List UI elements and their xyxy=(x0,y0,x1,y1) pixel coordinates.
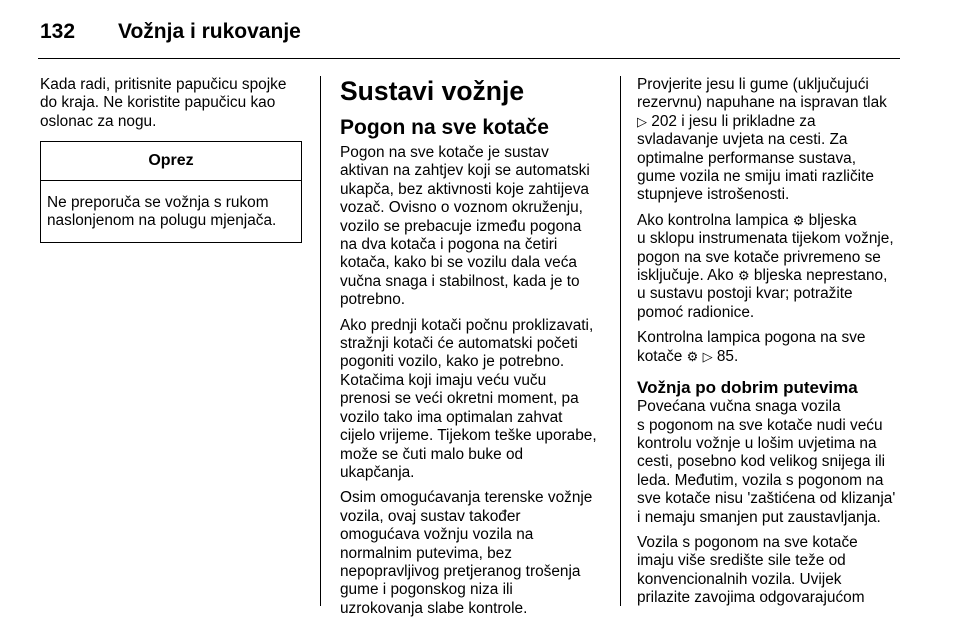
text-line: sve kotače nisu 'zaštićena od klizanja' xyxy=(637,490,896,508)
text-line xyxy=(637,212,903,230)
text-line: stupnjeve istrošenosti. xyxy=(637,186,790,204)
text-line: prilazite zavojima odgovarajućom xyxy=(637,589,865,607)
text-line: oslonac za nogu. xyxy=(40,112,157,130)
intro-paragraph xyxy=(40,76,302,131)
text-line: rezervnu) napuhane na ispravan tlak xyxy=(637,94,887,112)
text-line: može se čuti malo buke od xyxy=(340,445,524,463)
column-divider-left xyxy=(320,76,321,606)
text-line: stražnji kotači će automatski početi xyxy=(340,335,578,353)
subheading: Vožnja po dobrim putevima xyxy=(637,378,858,398)
text-line: vučna snaga i stabilnost, kada je to xyxy=(340,272,580,290)
page-header xyxy=(0,0,960,60)
right-column xyxy=(637,76,903,615)
text-line xyxy=(637,267,903,285)
text-line: Osim omogućavanja terenske vožnje xyxy=(340,489,593,507)
text-line: kotača, kako bi se vozilu dala veća xyxy=(340,254,577,272)
text-line: pogoniti vozilo, kako je potrebno. xyxy=(340,353,565,371)
paragraph-lamp-reference xyxy=(637,329,903,366)
paragraph-tyres xyxy=(637,76,903,205)
text-line: optimalne performanse sustava, xyxy=(637,149,857,167)
text-line: normalnim putevima, bez xyxy=(340,544,512,562)
text-line: do kraja. Ne koristite papučicu kao xyxy=(40,94,276,112)
text-line: Provjerite jesu li gume (uključujući xyxy=(637,76,869,93)
text-fragment: isključuje. Ako xyxy=(637,267,734,285)
text-fragment: Ako kontrolna lampica xyxy=(637,211,789,229)
text-line: imaju više središte sile teže od xyxy=(637,552,846,570)
header-divider xyxy=(38,58,900,59)
text-line: cijelo vrijeme. Tijekom teške uporabe, xyxy=(340,427,597,445)
text-line: gume i pogonskog niza ili xyxy=(340,581,513,599)
text-line: Kada radi, pritisnite papučicu spojke xyxy=(40,76,287,93)
text-line: cesti, posebno kod velikog snijega ili xyxy=(637,453,886,471)
page-number: 132 xyxy=(40,20,76,43)
text-line: Ne preporuča se vožnja s rukom xyxy=(47,193,269,211)
paragraph xyxy=(340,144,604,310)
reference-arrow-icon[interactable]: ▷ xyxy=(702,348,713,364)
reference-arrow-icon[interactable]: ▷ xyxy=(637,113,647,129)
text-line: vozilo se prebacuje između pogona xyxy=(340,217,582,235)
text-line: aktivan na zahtjev koji se automatski xyxy=(340,162,590,180)
text-line: u sustavu postoji kvar; potražite xyxy=(637,285,853,303)
paragraph xyxy=(637,534,903,608)
text-line: u sklopu instrumenata tijekom vožnje, xyxy=(637,230,894,248)
subsection-title: Pogon na sve kotače xyxy=(340,116,549,139)
paragraph xyxy=(340,489,604,618)
paragraph xyxy=(637,398,903,527)
left-column xyxy=(40,76,302,243)
text-line: Kontrolna lampica pogona na sve xyxy=(637,329,866,347)
text-line: s pogonom na sve kotače nudi veću xyxy=(637,416,883,434)
text-line xyxy=(637,348,903,366)
caution-box xyxy=(40,141,302,243)
text-line: vozila, ovaj sustav također xyxy=(340,507,521,525)
awd-warning-lamp-icon: ⚙ xyxy=(737,268,750,284)
text-line: Vozila s pogonom na sve kotače xyxy=(637,533,858,551)
text-line xyxy=(637,113,903,131)
text-line: konvencionalnih vozila. Uvijek xyxy=(637,570,842,588)
text-line: uzrokovanja slabe kontrole. xyxy=(340,599,528,617)
middle-column xyxy=(340,76,604,625)
text-line: Povećana vučna snaga vozila xyxy=(637,398,841,416)
text-line: vozilo tako ima optimalan zahvat xyxy=(340,408,563,426)
caution-title: Oprez xyxy=(41,142,301,180)
text-line: svladavanje uvjeta na cesti. Za xyxy=(637,131,848,149)
awd-warning-lamp-icon: ⚙ xyxy=(792,212,805,228)
text-line: ukapčanja. xyxy=(340,463,415,481)
text-line: na dva kotača i pogona na četiri xyxy=(340,236,558,254)
running-title: Vožnja i rukovanje xyxy=(118,20,301,43)
column-divider-right xyxy=(620,76,621,606)
text-line: leda. Međutim, vozila s pogonom na xyxy=(637,471,884,489)
caution-body xyxy=(41,181,301,243)
text-line: prenosi se veći okretni moment, pa xyxy=(340,390,579,408)
text-line: nepopravljivog pretjeranog trošenja xyxy=(340,562,581,580)
text-line: naslonjenom na polugu mjenjača. xyxy=(47,212,277,230)
text-line: Ako prednji kotači počnu proklizavati, xyxy=(340,316,594,334)
text-line: pogon na sve kotače privremeno se xyxy=(637,248,881,266)
text-line: pomoć radionice. xyxy=(637,303,755,321)
text-line: Pogon na sve kotače je sustav xyxy=(340,144,549,161)
text-line: i nemaju smanjen put zaustavljanja. xyxy=(637,508,881,526)
text-line: omogućava vožnju vozila na xyxy=(340,526,534,544)
text-line: potrebno. xyxy=(340,291,406,309)
awd-warning-lamp-icon: ⚙ xyxy=(686,348,699,364)
text-fragment: kotače xyxy=(637,347,683,365)
text-line: kontrolu vožnje u lošim uvjetima na xyxy=(637,434,877,452)
paragraph xyxy=(340,317,604,483)
text-line: Kotačima koji imaju veću vuču xyxy=(340,371,547,389)
section-title: Sustavi vožnje xyxy=(340,76,525,106)
text-fragment: bljeska neprestano, xyxy=(753,267,888,285)
text-line: vozač. Ovisno o voznom okruženju, xyxy=(340,199,583,217)
paragraph-lamp xyxy=(637,212,903,322)
page-reference: 202 i jesu li prikladne za xyxy=(651,112,816,130)
text-fragment: bljeska xyxy=(808,211,857,229)
text-line: gume vozila ne smiju imati različite xyxy=(637,168,874,186)
page-reference: 85. xyxy=(716,347,739,365)
text-line: ukapča, bez aktivnosti koje zahtijeva xyxy=(340,180,589,198)
